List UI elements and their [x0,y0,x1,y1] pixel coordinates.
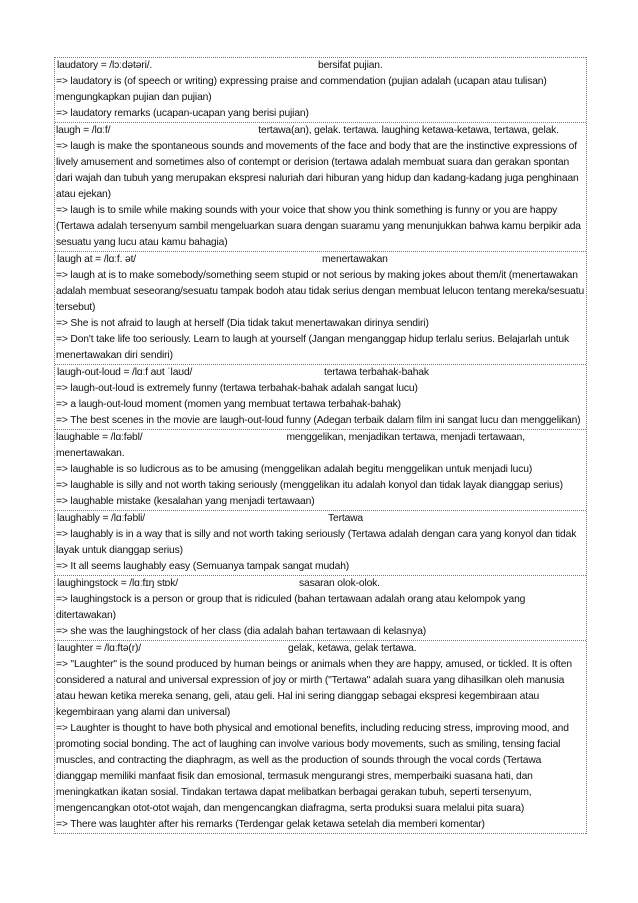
entry-line: => She is not afraid to laugh at herself (Dia tidak takut menertawakan dirinya sendiri) [56,318,429,329]
entry-line: => laugh is make the spontaneous sounds and movements of the face and body that are the instinctive expressions of lively amusement and sometimes also of contempt or derision (tertawa adalah membuat suara dan gerakan spontan dari wajah dan tubuh yang merupakan ekspresi naluriah dari hiburan yang hidup dan kadang-kadang juga penghinaan atau ejekan) [56,141,579,200]
entry-laughingstock [55,575,586,640]
entry-term: laughingstock = /lɑːfɪŋ stɒk/ [57,578,178,589]
entry-line: => laughable is silly and not worth taking seriously (menggelikan itu adalah konyol dan tidak layak dianggap serius) [56,480,563,491]
entry-meaning: tertawa terbahak-bahak [324,367,429,378]
entry-line: => It all seems laughably easy (Semuanya tampak sangat mudah) [56,561,350,572]
entry-line: => The best scenes in the movie are laugh-out-loud funny (Adegan terbaik dalam film ini sangat lucu dan menggelikan) [56,415,581,426]
entry-term: laughable = /lɑːfəbl/ [56,432,143,443]
entry-line: => "Laughter" is the sound produced by human beings or animals when they are happy, amused, or tickled. It is often considered a natural and universal expression of joy or mirth ("Tertawa" adalah suara yang dihasilkan oleh manusia atau hewan ketika mereka senang, geli, atau geli. Hal ini sering dianggap sebagai ekspresi kegembiraan atau kegembiraan yang alami dan universal) [56,659,572,718]
entry-line: => laudatory is (of speech or writing) expressing praise and commendation (pujian adalah (ucapan atau tulisan) mengungkapkan pujian dan pujian) [56,76,547,103]
entry-laudatory [55,57,586,122]
entry-line: => laughably is in a way that is silly and not worth taking seriously (Tertawa adalah dengan cara yang konyol dan tidak layak untuk dianggap serius) [56,529,577,556]
entry-meaning: bersifat pujian. [318,60,383,71]
entry-laughable [55,429,586,510]
entry-term: laudatory = /lɔːdətəri/. [57,60,153,71]
entry-meaning: Tertawa [328,513,364,524]
entry-meaning: gelak, ketawa, gelak tertawa. [288,643,417,654]
entry-term: laugh at = /lɑːf. ət/ [57,254,136,265]
entry-line: => laugh is to smile while making sounds with your voice that show you think something is funny or you are happy (Tertawa adalah tersenyum sambil mengeluarkan suara dengan suaramu yang menunjukkan bahwa kamu berpikir ada sesuatu yang lucu atau kamu bahagia) [56,205,581,248]
entry-laugh-at [55,251,586,364]
entry-line: => laudatory remarks (ucapan-ucapan yang berisi pujian) [56,108,309,119]
entry-line: => laugh-out-loud is extremely funny (tertawa terbahak-bahak adalah sangat lucu) [56,383,418,394]
entry-line: => Laughter is thought to have both physical and emotional benefits, including reducing stress, improving mood, and promoting social bonding. The act of laughing can involve various body movements, such as smiling, tensing facial muscles, and contracting the diaphragm, as well as the production of sounds through the vocal cords (Tertawa dianggap memiliki manfaat fisik dan emosional, termasuk mengurangi stres, memperbaiki suasana hati, dan meningkatkan ikatan sosial. Tindakan tertawa dapat melibatkan berbagai gerakan tubuh, seperti tersenyum, mengencangkan otot-otot wajah, dan mengencangkan diafragma, serta produksi suara melalui pita suara) [56,723,569,814]
entry-meaning: tertawa(an), gelak. tertawa. laughing ketawa-ketawa, tertawa, gelak. [258,125,559,136]
entry-line: => she was the laughingstock of her class (dia adalah bahan tertawaan di kelasnya) [56,626,427,637]
entry-head-line [55,430,586,462]
dictionary-document [54,57,587,834]
entry-term: laugh-out-loud = /lɑːf aʊt ˈlaʊd/ [57,367,193,378]
entry-laughter [55,640,586,834]
entry-meaning: menggelikan, menjadikan tertawa, menjadi tertawaan, menertawakan. [56,432,525,459]
entry-term: laugh = /lɑːf/ [56,125,111,136]
entry-line: => laughingstock is a person or group that is ridiculed (bahan tertawaan adalah orang atau kelompok yang ditertawakan) [56,594,526,621]
entry-line: => laughable mistake (kesalahan yang menjadi tertawaan) [56,496,315,507]
entry-line: => Don't take life too seriously. Learn to laugh at yourself (Jangan menganggap hidup terlalu serius. Belajarlah untuk menertawakan diri sendiri) [56,334,569,361]
entry-meaning: menertawakan [322,254,388,265]
entry-meaning: sasaran olok-olok. [299,578,380,589]
entry-head-line [55,123,586,139]
entry-line: => laugh at is to make somebody/something seem stupid or not serious by making jokes about them/it (menertawakan adalah membuat seseorang/sesuatu tampak bodoh atau tidak serius dengan membuat lelucon tentang mereka/sesuatu tersebut) [56,270,585,313]
entry-laugh [55,122,586,251]
entry-line: => There was laughter after his remarks (Terdengar gelak ketawa setelah dia memberi komentar) [56,819,485,830]
entry-line: => laughable is so ludicrous as to be amusing (menggelikan adalah begitu menggelikan untuk menjadi lucu) [56,464,533,475]
entry-laughably [55,510,586,575]
entry-line: => a laugh-out-loud moment (momen yang membuat tertawa terbahak-bahak) [56,399,401,410]
entry-term: laughably = /lɑːfəbli/ [57,513,146,524]
entry-laugh-out-loud [55,364,586,429]
entry-term: laughter = /lɑːftə(r)/ [57,643,141,654]
